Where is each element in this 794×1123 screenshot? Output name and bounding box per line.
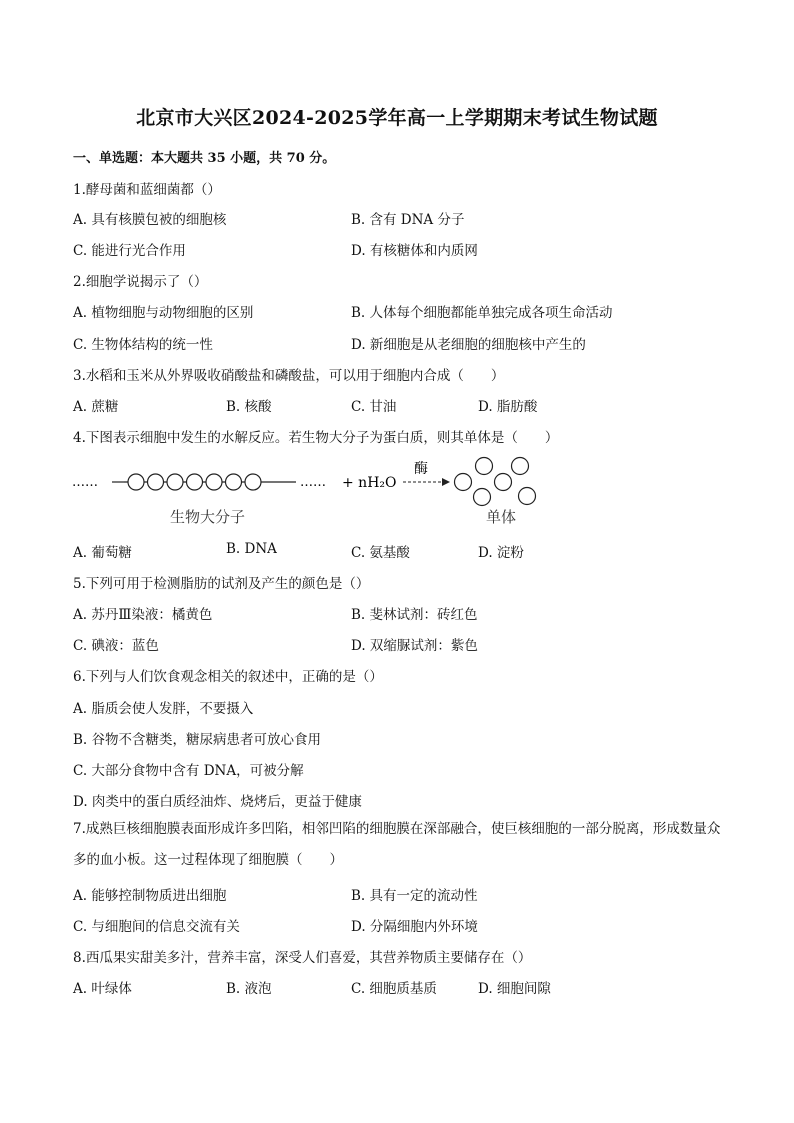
q5-option-a: A. 苏丹Ⅲ染液：橘黄色: [73, 607, 213, 623]
chain-monomer-circle: [148, 474, 164, 490]
question-1-stem: 1.酵母菌和蓝细菌都（）: [73, 182, 221, 198]
q3-option-d: D. 脂肪酸: [478, 399, 538, 415]
water-term: + nH₂O: [342, 475, 397, 491]
question-8-stem: 8.西瓜果实甜美多汁，营养丰富，深受人们喜爱，其营养物质主要储存在（）: [73, 950, 532, 966]
chain-monomer-circle: [167, 474, 183, 490]
free-monomer-circle: [519, 488, 536, 505]
question-7-stem: 7.成熟巨核细胞膜表面形成许多凹陷，相邻凹陷的细胞膜在深部融合，使巨核细胞的一部分脱离，形成数量众多的血小板。这一过程体现了细胞膜（ ）: [73, 821, 721, 868]
monomer-label: 单体: [486, 508, 517, 526]
q7-option-d: D. 分隔细胞内外环境: [351, 919, 478, 935]
q2-option-c: C. 生物体结构的统一性: [73, 337, 213, 353]
q4-option-b: B. DNA: [226, 541, 277, 557]
exam-title: 北京市大兴区2024-2025学年高一上学期期末考试生物试题: [136, 107, 658, 129]
q8-option-a: A. 叶绿体: [73, 981, 132, 997]
q5-option-b: B. 斐林试剂：砖红色: [351, 607, 478, 623]
question-5-stem: 5.下列可用于检测脂肪的试剂及产生的颜色是（）: [73, 576, 370, 592]
q2-option-b: B. 人体每个细胞都能单独完成各项生命活动: [351, 305, 613, 321]
q3-option-a: A. 蔗糖: [73, 399, 119, 415]
q8-option-c: C. 细胞质基质: [351, 981, 437, 997]
q8-option-b: B. 液泡: [226, 981, 272, 997]
q6-option-c: C. 大部分食物中含有 DNA，可被分解: [73, 763, 304, 779]
q7-option-c: C. 与细胞间的信息交流有关: [73, 919, 240, 935]
free-monomer-circle: [495, 474, 512, 491]
q7-option-b: B. 具有一定的流动性: [351, 888, 478, 904]
chain-monomer-circle: [245, 474, 261, 490]
q3-option-c: C. 甘油: [351, 399, 397, 415]
chain-monomer-circle: [187, 474, 203, 490]
free-monomer-circle: [474, 489, 491, 506]
q1-option-c: C. 能进行光合作用: [73, 243, 186, 259]
q8-option-d: D. 细胞间隙: [478, 981, 551, 997]
q4-option-d: D. 淀粉: [478, 545, 524, 561]
free-monomer-circle: [476, 458, 493, 475]
q2-option-d: D. 新细胞是从老细胞的细胞核中产生的: [351, 337, 586, 353]
macromolecule-label: 生物大分子: [170, 508, 246, 526]
q6-option-b: B. 谷物不含糖类，糖尿病患者可放心食用: [73, 732, 322, 748]
chain-monomer-circle: [226, 474, 242, 490]
q3-option-b: B. 核酸: [226, 399, 272, 415]
q1-option-b: B. 含有 DNA 分子: [351, 212, 465, 228]
chain-monomer-circle: [206, 474, 222, 490]
section-heading: 一、单选题：本大题共 35 小题，共 70 分。: [73, 151, 336, 166]
free-monomer-circle: [455, 474, 472, 491]
q1-option-d: D. 有核糖体和内质网: [351, 243, 478, 259]
reaction-arrowhead: [442, 478, 450, 486]
question-4-stem: 4.下图表示细胞中发生的水解反应。若生物大分子为蛋白质，则其单体是（ ）: [73, 430, 559, 446]
chain-monomer-circle: [128, 474, 144, 490]
hydrolysis-figure: [70, 455, 550, 530]
enzyme-label: 酶: [414, 461, 428, 477]
macromolecule-chain: [124, 474, 296, 490]
q1-option-a: A. 具有核膜包被的细胞核: [73, 212, 227, 228]
q5-option-d: D. 双缩脲试剂：紫色: [351, 638, 478, 654]
q4-option-c: C. 氨基酸: [351, 545, 410, 561]
q6-option-a: A. 脂质会使人发胖，不要摄入: [73, 701, 254, 717]
figure-right-dots: ……: [300, 475, 326, 490]
q5-option-c: C. 碘液：蓝色: [73, 638, 159, 654]
q4-option-a: A. 葡萄糖: [73, 545, 132, 561]
q7-option-a: A. 能够控制物质进出细胞: [73, 888, 227, 904]
q2-option-a: A. 植物细胞与动物细胞的区别: [73, 305, 254, 321]
free-monomer-circle: [512, 458, 529, 475]
question-3-stem: 3.水稻和玉米从外界吸收硝酸盐和磷酸盐，可以用于细胞内合成（ ）: [73, 368, 505, 384]
q6-option-d: D. 肉类中的蛋白质经油炸、烧烤后，更益于健康: [73, 794, 362, 810]
monomer-cluster: [455, 458, 536, 506]
question-2-stem: 2.细胞学说揭示了（）: [73, 274, 208, 290]
figure-left-dots: ……: [72, 475, 98, 490]
question-6-stem: 6.下列与人们饮食观念相关的叙述中，正确的是（）: [73, 669, 383, 685]
